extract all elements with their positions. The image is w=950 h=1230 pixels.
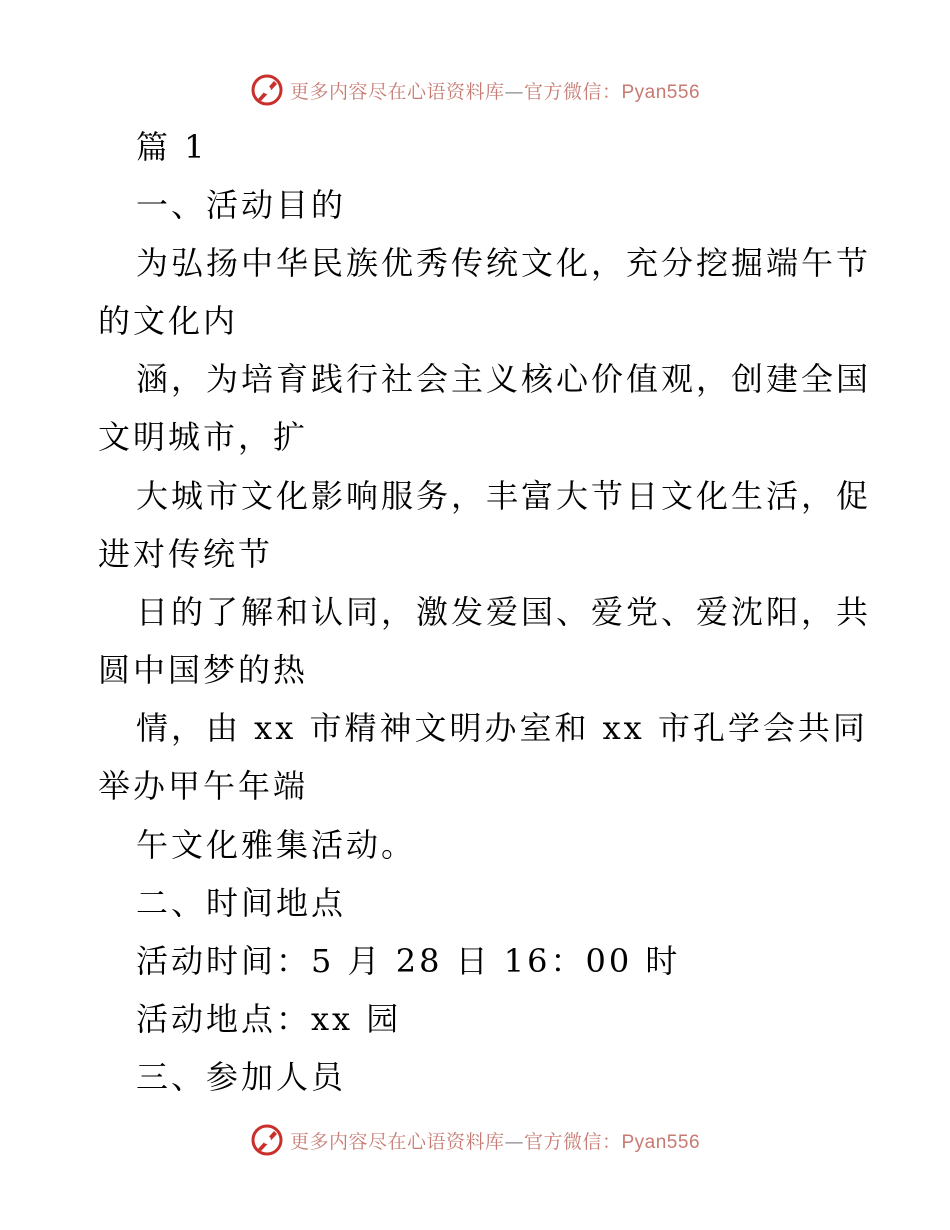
- heading-time-place: 二、时间地点: [136, 884, 347, 922]
- paragraph-line: 文明城市，扩: [98, 418, 309, 456]
- paragraph-line: 情，由 xx 市精神文明办室和 xx 市孔学会共同: [136, 709, 868, 747]
- paragraph-line: 涵，为培育践行社会主义核心价值观，创建全国: [136, 360, 872, 398]
- paragraph-line: 圆中国梦的热: [98, 651, 309, 689]
- watermark-text: 更多内容尽在心语资料库—官方微信：Pyan556: [289, 1130, 701, 1153]
- paragraph-line: 午文化雅集活动。: [136, 826, 417, 864]
- header-watermark-banner: [0, 70, 950, 110]
- quill-circle-logo-icon: [250, 73, 284, 107]
- paragraph-line: 的文化内: [98, 302, 239, 340]
- footer-watermark-banner: [0, 1120, 950, 1160]
- watermark-text: 更多内容尽在心语资料库—官方微信：Pyan556: [289, 80, 701, 103]
- paragraph-line: 大城市文化影响服务，丰富大节日文化生活，促: [136, 477, 872, 515]
- paragraph-line: 进对传统节: [98, 535, 274, 573]
- paragraph-line: 举办甲午年端: [98, 767, 309, 805]
- paragraph-line: 日的了解和认同，激发爱国、爱党、爱沈阳，共: [136, 593, 872, 631]
- paragraph-line: 为弘扬中华民族优秀传统文化，充分挖掘端午节: [136, 244, 872, 282]
- event-place: 活动地点：xx 园: [136, 1000, 402, 1038]
- heading-participants: 三、参加人员: [136, 1058, 347, 1096]
- section-label: 篇 1: [136, 128, 208, 166]
- heading-purpose: 一、活动目的: [136, 186, 347, 224]
- event-time: 活动时间：5 月 28 日 16：00 时: [136, 942, 681, 980]
- quill-circle-logo-icon: [250, 1123, 284, 1157]
